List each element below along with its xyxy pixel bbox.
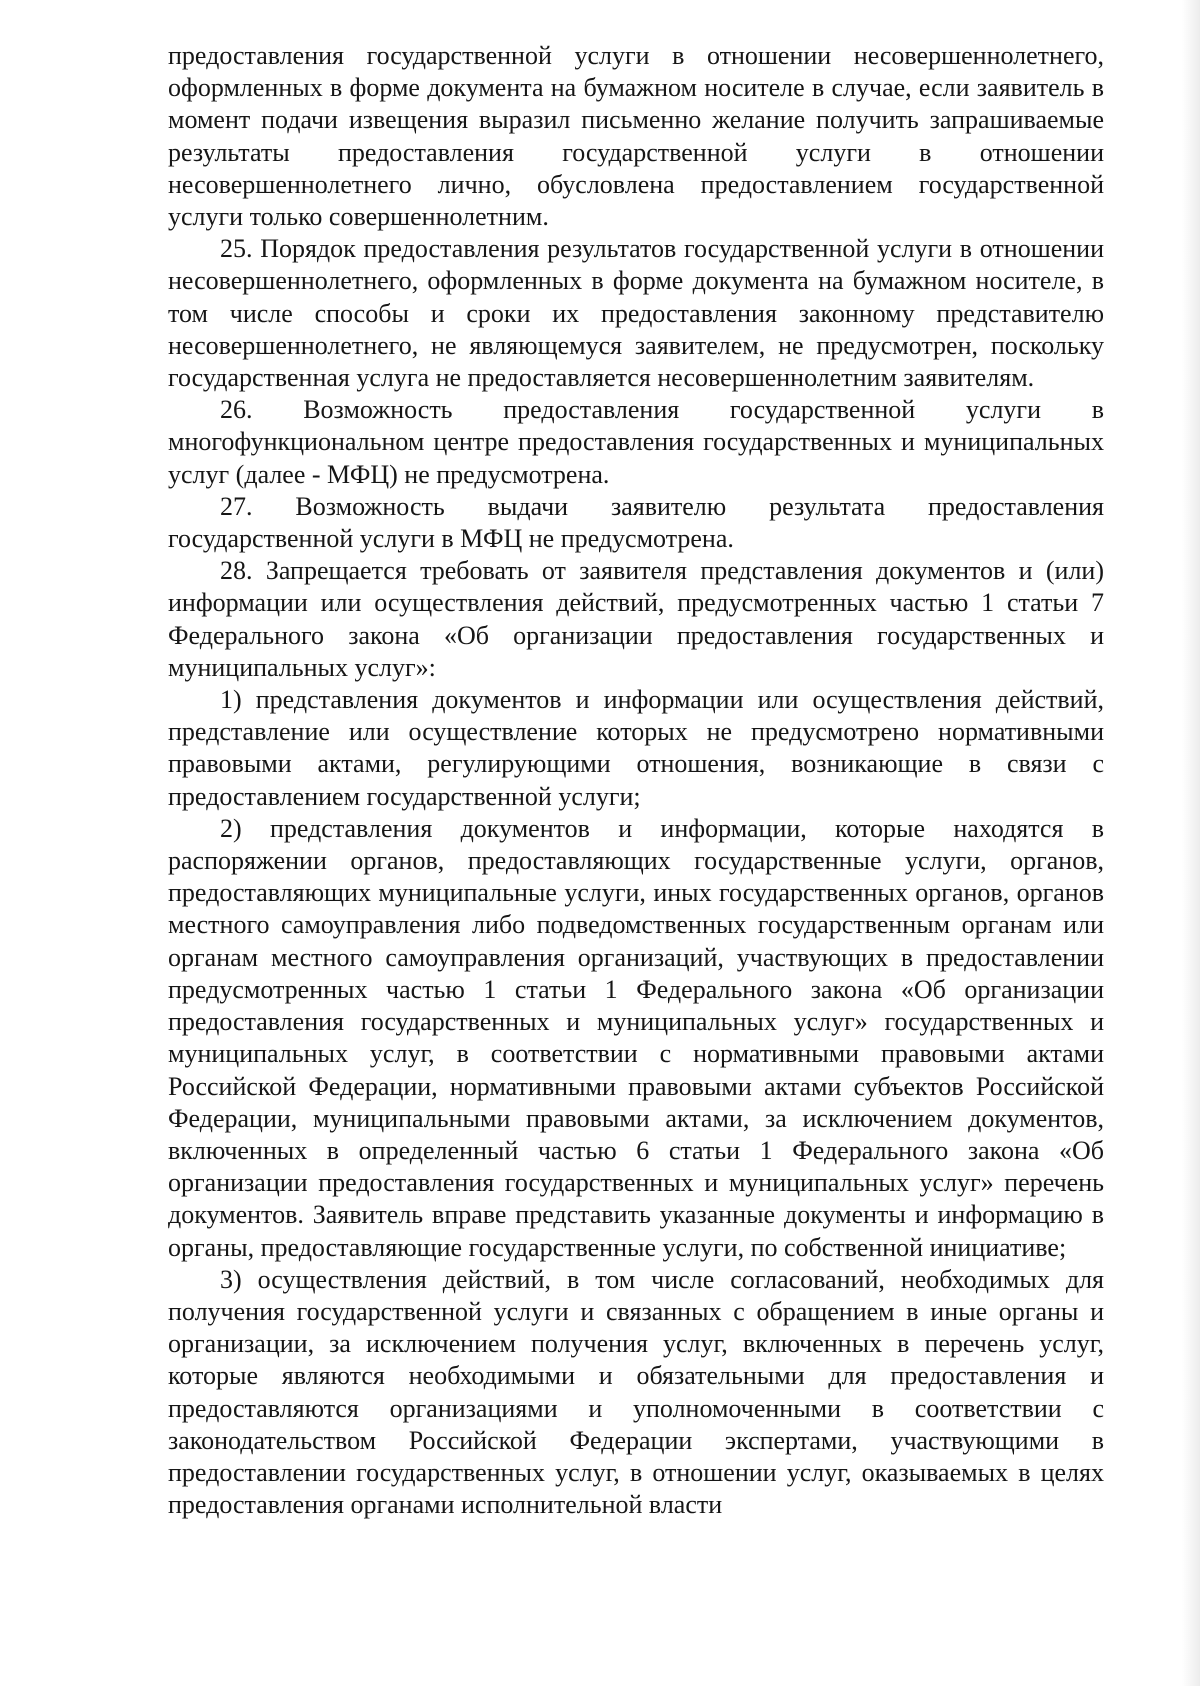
paragraph-subitem-3: 3) осуществления действий, в том числе согласований, необходимых для получения государственной услуги и связанных с обращением в иные органы и организации, за исключением получения услуг, включенных в перечень услуг, которые являются необходимыми и обязательными для предоставления и предоставляются организациями и уполномоченными в соответствии с законодательством Российской Федерации экспертами, участвующими в предоставлении государственных услуг, в отношении услуг, оказываемых в целях предоставления органами исполнительной власти bbox=[168, 1264, 1104, 1520]
paragraph-item-28: 28. Запрещается требовать от заявителя представления документов и (или) информации или осуществления действий, предусмотренных частью 1 статьи 7 Федерального закона «Об организации предоставления государственных и муниципальных услуг»: bbox=[168, 556, 1104, 682]
paragraph-item-25: 25. Порядок предоставления результатов государственной услуги в отношении несовершеннолетнего, оформленных в форме документа на бумажном носителе, в том числе способы и сроки их предоставления законному представителю несовершеннолетнего, не являющемуся заявителем, не предусмотрен, поскольку государственная услуга не предоставляется несовершеннолетним заявителям. bbox=[168, 234, 1104, 393]
paragraph-item-26: 26. Возможность предоставления государственной услуги в многофункциональном центре предоставления государственных и муниципальных услуг (далее - МФЦ) не предусмотрена. bbox=[168, 395, 1104, 489]
paragraph-subitem-1: 1) представления документов и информации или осуществления действий, представление или осуществление которых не предусмотрено нормативными правовыми актами, регулирующими отношения, возникающие в связи с предоставлением государственной услуги; bbox=[168, 685, 1104, 811]
paragraph-subitem-2: 2) представления документов и информации, которые находятся в распоряжении органов, предоставляющих государственные услуги, органов, предоставляющих муниципальные услуги, иных государственных органов, органов местного самоуправления либо подведомственных государственным органам или органам местного самоуправления организаций, участвующих в предоставлении предусмотренных частью 1 статьи 1 Федерального закона «Об организации предоставления государственных и муниципальных услуг» государственных и муниципальных услуг, в соответствии с нормативными правовыми актами Российской Федерации, нормативными правовыми актами субъектов Российской Федерации, муниципальными правовыми актами, за исключением документов, включенных в определенный частью 6 статьи 1 Федерального закона «Об организации предоставления государственных и муниципальных услуг» перечень документов. Заявитель вправе представить указанные документы и информацию в органы, предоставляющие государственные услуги, по собственной инициативе; bbox=[168, 813, 1104, 1262]
paragraph-item-27: 27. Возможность выдачи заявителю результата предоставления государственной услуги в МФЦ не предусмотрена. bbox=[168, 491, 1104, 554]
document-body bbox=[168, 40, 1104, 1521]
paragraph-continuation: предоставления государственной услуги в отношении несовершеннолетнего, оформленных в форме документа на бумажном носителе в случае, если заявитель в момент подачи извещения выразил письменно желание получить запрашиваемые результаты предоставления государственной услуги в отношении несовершеннолетнего лично, обусловлена предоставлением государственной услуги только совершеннолетним. bbox=[168, 41, 1104, 232]
scan-edge-shadow bbox=[1182, 0, 1200, 1686]
